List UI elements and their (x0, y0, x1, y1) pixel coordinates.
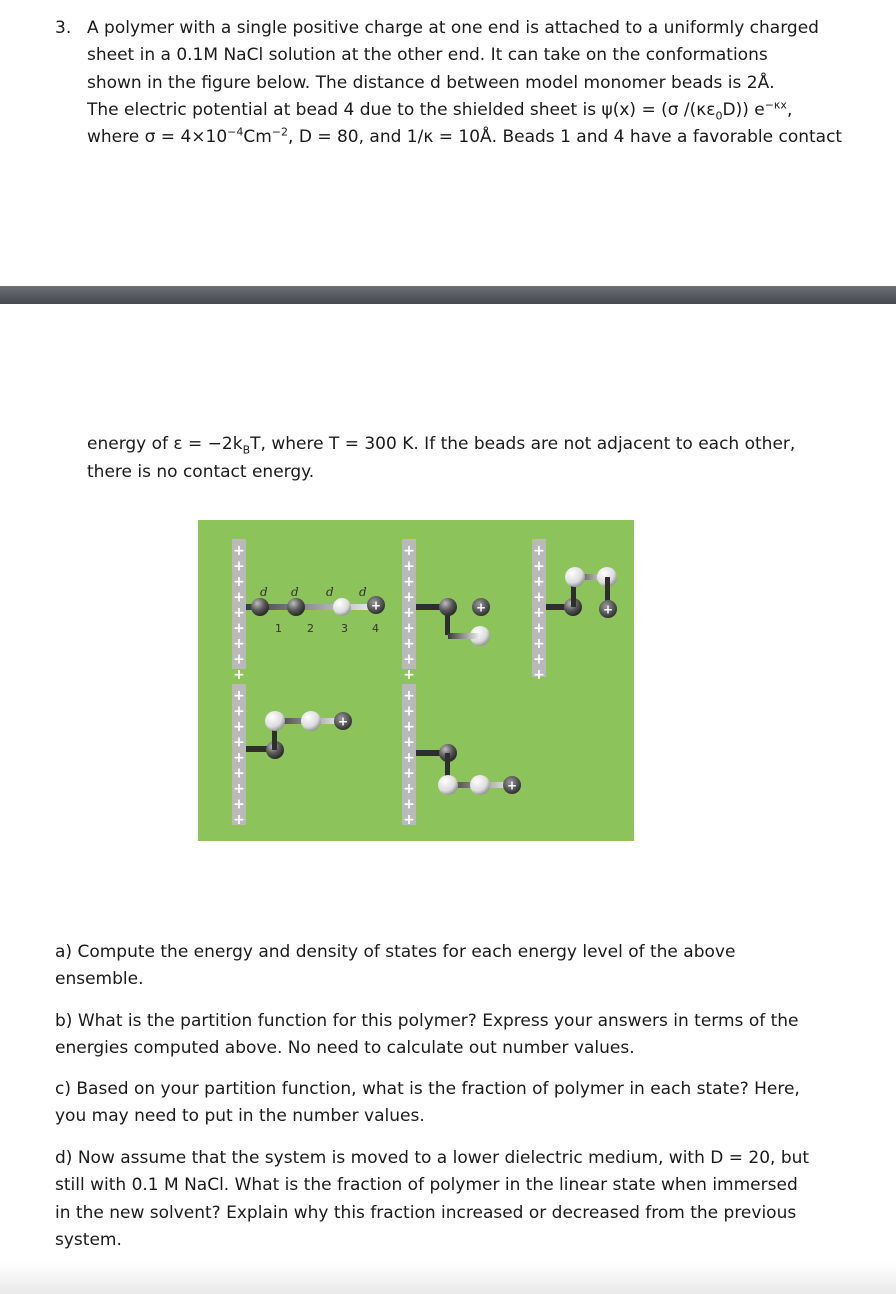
potential-mid: D)) e (722, 100, 765, 120)
sheet-plus-charge: + (233, 688, 245, 704)
part-a-line-1: a) Compute the energy and density of states for each energy level of the above (55, 942, 736, 962)
sheet-plus-charge: + (403, 574, 415, 590)
sheet-plus-charge: + (233, 605, 245, 621)
sheet-plus-charge: + (233, 651, 245, 668)
charge-plus-label: + (602, 602, 614, 617)
sheet-plus-charge: + (233, 765, 245, 782)
sheet-plus-charge: + (403, 589, 415, 606)
conformation-linear (246, 585, 385, 635)
part-d-line-1: d) Now assume that the system is moved to a lower dielectric medium, with D = 20, but (55, 1148, 810, 1168)
sheet-plus-charge: + (533, 543, 545, 559)
potential-prefix: The electric potential at bead 4 due to the shielded sheet is ψ(x) = (σ /(κε (87, 100, 716, 120)
sheet-plus-charge: + (233, 558, 245, 575)
potential-equation-line (87, 99, 792, 121)
sigma-unit: Cm (243, 127, 272, 147)
question-text-line-1: A polymer with a single positive charge at one end is attached to a uniformly charged (87, 18, 819, 38)
sheet-plus-charge: + (533, 620, 545, 637)
sheet-plus-charge: + (403, 796, 415, 813)
energy-suffix: T, where T = 300 K. If the beads are not adjacent to each other, (250, 434, 796, 454)
conformation-folded-top-right (546, 567, 617, 618)
conformation-bent-bottom-middle (416, 744, 521, 795)
part-b-line-1: b) What is the partition function for this polymer? Express your answers in terms of the (55, 1011, 799, 1031)
sigma-values-line (87, 126, 842, 148)
sheet-plus-charge: + (403, 636, 415, 652)
part-c-line-1: c) Based on your partition function, what is the fraction of polymer in each state? Here, (55, 1079, 800, 1099)
bead-number-3: 3 (341, 622, 348, 635)
question-text-line-2: sheet in a 0.1M NaCl solution at the other end. It can take on the conformations (87, 45, 768, 65)
sigma-exponent-2: −2 (271, 125, 289, 139)
kb-subscript: B (242, 443, 251, 457)
question-number: 3. (55, 18, 72, 38)
sheet-plus-charge: + (233, 667, 245, 683)
energy-line (87, 433, 795, 455)
sheet-plus-charge: + (233, 796, 245, 813)
sheet-plus-charge: + (403, 703, 415, 720)
distance-label-d2: d (291, 585, 299, 599)
sheet-plus-charge: + (533, 589, 545, 606)
sheet-plus-charge: + (403, 781, 415, 797)
sheet-plus-charge: + (403, 543, 415, 559)
sheet-plus-charge: + (403, 651, 415, 668)
epsilon-subscript: 0 (715, 109, 723, 123)
sigma-exponent-1: −4 (227, 125, 244, 139)
question-text-line-3: shown in the figure below. The distance d between model monomer beads is 2Å. (87, 73, 775, 93)
sigma-suffix: , D = 80, and 1/κ = 10Å. Beads 1 and 4 have a favorable contact (288, 127, 843, 147)
bead-number-4: 4 (372, 622, 379, 635)
sheet-plus-charge: + (403, 558, 415, 575)
sheet-plus-charge: + (233, 574, 245, 590)
sheet-plus-charge: + (233, 781, 245, 797)
conformation-bent-top-middle (416, 598, 490, 646)
sheet-plus-charge: + (233, 636, 245, 652)
part-b-line-2: energies computed above. No need to calculate out number values. (55, 1038, 635, 1058)
charge-plus-label: + (370, 598, 382, 613)
page-bottom-fade (0, 1262, 896, 1294)
sheet-plus-charge: + (403, 812, 415, 828)
sheet-plus-charge: + (533, 636, 545, 652)
part-d-line-3: in the new solvent? Explain why this fraction increased or decreased from the previous (55, 1203, 797, 1223)
sheet-plus-charge: + (233, 719, 245, 735)
polymer-conformations-figure (198, 520, 634, 841)
sheet-plus-charge: + (403, 734, 415, 751)
figure-svg (198, 520, 634, 841)
sheet-plus-charge: + (233, 734, 245, 751)
sheet-plus-charge: + (233, 543, 245, 559)
sheet-plus-charge: + (403, 667, 415, 683)
distance-label-d4: d (359, 585, 367, 599)
charged-sheet-bottom-middle (402, 684, 416, 828)
charged-sheet-top-left (232, 539, 246, 683)
charged-sheet-top-middle (402, 539, 416, 683)
sheet-plus-charge: + (233, 703, 245, 720)
sigma-prefix: where σ = 4×10 (87, 127, 228, 147)
sheet-plus-charge: + (533, 558, 545, 575)
part-a-line-2: ensemble. (55, 969, 144, 989)
sheet-plus-charge: + (533, 605, 545, 621)
page-divider (0, 286, 896, 304)
sheet-plus-charge: + (233, 589, 245, 606)
sheet-plus-charge: + (533, 651, 545, 668)
charged-sheet-top-right (532, 539, 546, 683)
distance-label-d1: d (260, 585, 268, 599)
energy-prefix: energy of ε = −2k (87, 434, 243, 454)
part-c-line-2: you may need to put in the number values. (55, 1106, 425, 1126)
contact-energy-line: there is no contact energy. (87, 462, 315, 482)
sheet-plus-charge: + (233, 750, 245, 766)
charged-sheet-bottom-left (232, 684, 246, 828)
sheet-plus-charge: + (403, 765, 415, 782)
potential-suffix: , (786, 100, 793, 120)
bead-number-1: 1 (275, 622, 282, 635)
charge-plus-label: + (337, 714, 349, 729)
sheet-plus-charge: + (533, 667, 545, 683)
part-d-line-4: system. (55, 1230, 122, 1250)
charge-plus-label: + (475, 600, 487, 615)
distance-label-d3: d (326, 585, 334, 599)
sheet-plus-charge: + (533, 574, 545, 590)
sheet-plus-charge: + (403, 620, 415, 637)
sheet-plus-charge: + (403, 719, 415, 735)
exponent-kx: −κx (764, 98, 787, 112)
bead-number-2: 2 (307, 622, 314, 635)
part-d-line-2: still with 0.1 M NaCl. What is the fraction of polymer in the linear state when immersed (55, 1175, 798, 1195)
sheet-plus-charge: + (233, 812, 245, 828)
sheet-plus-charge: + (403, 605, 415, 621)
sheet-plus-charge: + (403, 750, 415, 766)
charge-plus-label: + (506, 778, 518, 793)
sheet-plus-charge: + (403, 688, 415, 704)
conformation-bent-bottom-left (246, 711, 352, 759)
sheet-plus-charge: + (233, 620, 245, 637)
